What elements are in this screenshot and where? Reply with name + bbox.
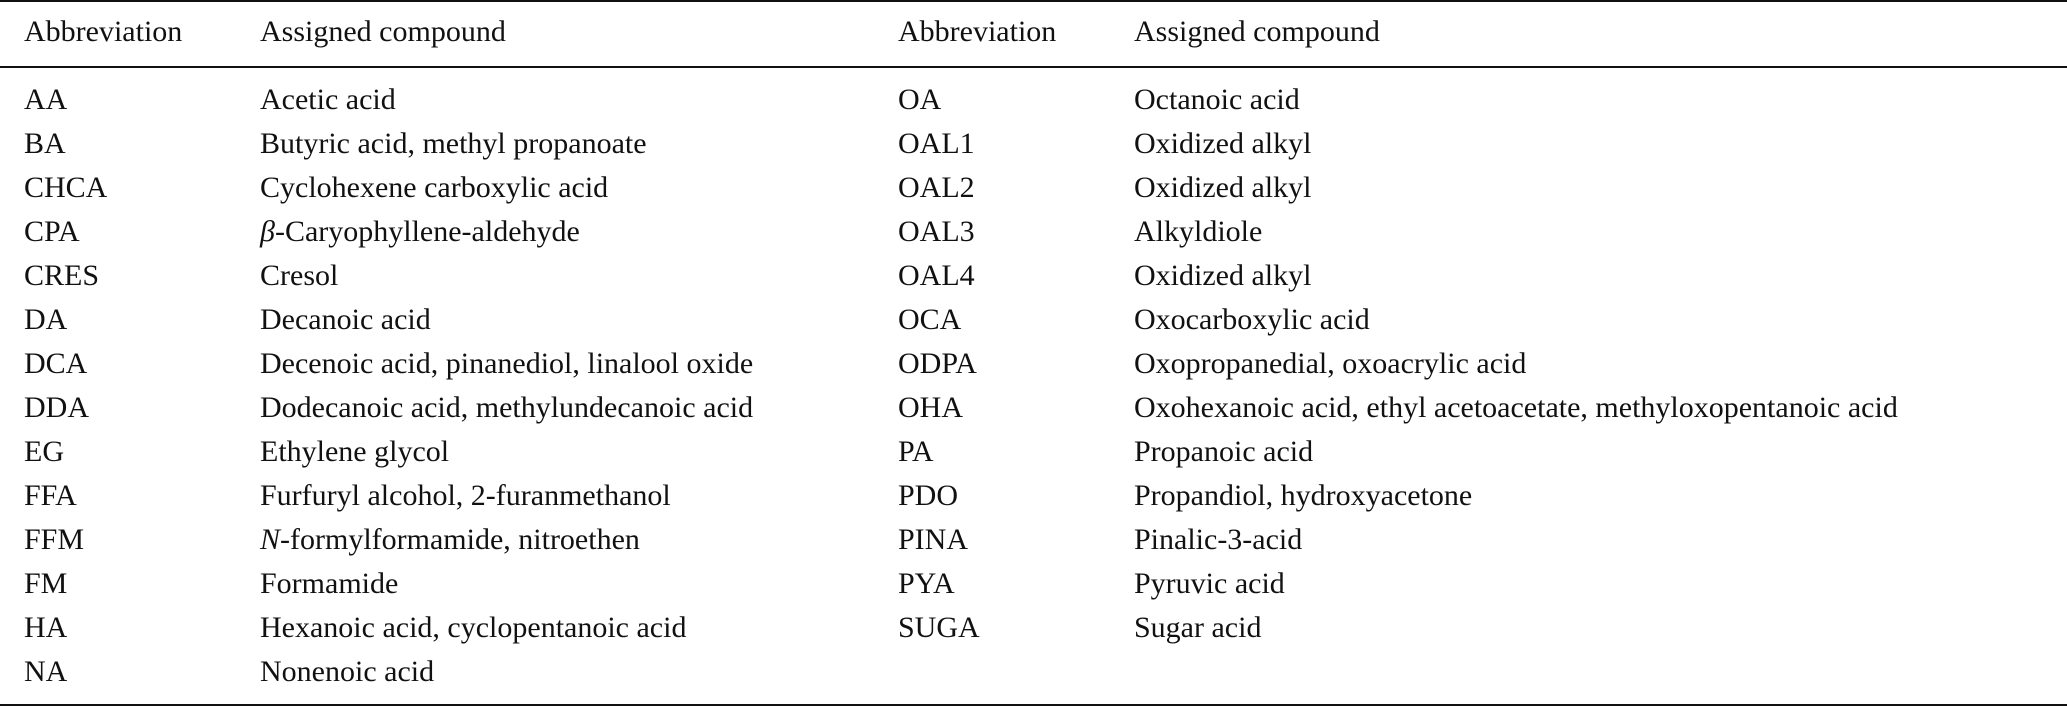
abbreviation-cell: FFM: [24, 523, 85, 556]
compound-cell: Propanoic acid: [1134, 435, 1314, 468]
table-bottom-rule: [0, 704, 2067, 706]
table-row: [0, 430, 2067, 474]
compound-text: Decanoic acid: [260, 303, 431, 336]
header-assigned-compound-left: Assigned compound: [260, 15, 506, 48]
compound-cell: Oxidized alkyl: [1134, 127, 1312, 160]
compound-text: Hexanoic acid, cyclopentanoic acid: [260, 611, 687, 644]
abbreviation-cell: OAL3: [898, 215, 975, 248]
compound-text: Dodecanoic acid, methylundecanoic acid: [260, 391, 754, 424]
abbreviation-cell: DA: [24, 303, 68, 336]
compound-cell: [260, 210, 580, 254]
abbreviation-cell: CRES: [24, 259, 100, 292]
abbreviation-cell: PINA: [898, 523, 969, 556]
abbreviation-cell: NA: [24, 655, 68, 688]
compound-cell: Octanoic acid: [1134, 83, 1300, 116]
compound-prefix: β: [260, 215, 275, 248]
table-row: [0, 78, 2067, 122]
compound-text: Cyclohexene carboxylic acid: [260, 171, 609, 204]
compound-cell: [260, 518, 640, 562]
abbreviation-cell: PDO: [898, 479, 959, 512]
compound-text: -formylformamide, nitroethen: [280, 523, 640, 556]
compound-cell: Oxopropanedial, oxoacrylic acid: [1134, 347, 1527, 380]
table-row: [0, 166, 2067, 210]
compound-text: Cresol: [260, 259, 339, 292]
abbreviation-cell: EG: [24, 435, 64, 468]
abbreviation-cell: PA: [898, 435, 934, 468]
abbreviation-cell: OAL1: [898, 127, 975, 160]
abbreviation-cell: CPA: [24, 215, 80, 248]
compound-prefix: N: [260, 523, 281, 556]
table-top-rule: [0, 0, 2067, 2]
table-header-rule: [0, 66, 2067, 68]
compound-text: -Caryophyllene-aldehyde: [274, 215, 580, 248]
compound-cell: [260, 562, 398, 606]
compound-text: Butyric acid, methyl propanoate: [260, 127, 647, 160]
compound-cell: Oxocarboxylic acid: [1134, 303, 1370, 336]
abbreviation-cell: OA: [898, 83, 942, 116]
table-row: [0, 474, 2067, 518]
compound-cell: [260, 78, 396, 122]
abbreviation-cell: OCA: [898, 303, 962, 336]
table-row: [0, 386, 2067, 430]
abbreviation-cell: CHCA: [24, 171, 108, 204]
compound-cell: Propandiol, hydroxyacetone: [1134, 479, 1473, 512]
compound-cell: Sugar acid: [1134, 611, 1262, 644]
table-body: [0, 78, 2067, 694]
abbreviation-cell: OAL2: [898, 171, 975, 204]
table-row: [0, 254, 2067, 298]
abbreviation-cell: BA: [24, 127, 66, 160]
compound-text: Ethylene glycol: [260, 435, 450, 468]
compound-cell: [260, 298, 431, 342]
compound-cell: Alkyldiole: [1134, 215, 1263, 248]
compound-text: Decenoic acid, pinanediol, linalool oxide: [260, 347, 754, 380]
abbreviation-cell: AA: [24, 83, 68, 116]
compound-cell: Pyruvic acid: [1134, 567, 1285, 600]
table-row: [0, 122, 2067, 166]
compound-cell: [260, 650, 434, 694]
header-abbreviation-right: Abbreviation: [898, 15, 1057, 48]
abbreviation-cell: ODPA: [898, 347, 977, 380]
compound-cell: [260, 166, 608, 210]
table-row: [0, 518, 2067, 562]
table-row: [0, 342, 2067, 386]
table-row: [0, 210, 2067, 254]
table-header-row: [0, 12, 2067, 52]
abbreviation-cell: DCA: [24, 347, 88, 380]
compound-cell: [260, 430, 449, 474]
compound-cell: [260, 122, 647, 166]
compound-text: Formamide: [260, 567, 399, 600]
abbreviation-cell: SUGA: [898, 611, 980, 644]
abbreviation-cell: DDA: [24, 391, 89, 424]
compound-cell: Pinalic-3-acid: [1134, 523, 1303, 556]
compound-cell: [260, 474, 671, 518]
compound-cell: Oxohexanoic acid, ethyl acetoacetate, methyloxopentanoic acid: [1134, 391, 1898, 424]
compound-text: Acetic acid: [260, 83, 396, 116]
compound-cell: Oxidized alkyl: [1134, 171, 1312, 204]
table-row: [0, 650, 2067, 694]
compound-cell: [260, 342, 753, 386]
abbreviation-cell: HA: [24, 611, 68, 644]
header-assigned-compound-right: Assigned compound: [1134, 15, 1380, 48]
compound-cell: Oxidized alkyl: [1134, 259, 1312, 292]
table-row: [0, 606, 2067, 650]
table-row: [0, 562, 2067, 606]
compound-text: Nonenoic acid: [260, 655, 435, 688]
abbreviation-cell: OAL4: [898, 259, 975, 292]
abbreviation-cell: FFA: [24, 479, 77, 512]
header-abbreviation-left: Abbreviation: [24, 15, 183, 48]
abbreviation-cell: PYA: [898, 567, 955, 600]
compound-cell: [260, 254, 338, 298]
table-row: [0, 298, 2067, 342]
abbreviation-cell: OHA: [898, 391, 963, 424]
compound-cell: [260, 606, 686, 650]
compound-text: Furfuryl alcohol, 2-furanmethanol: [260, 479, 671, 512]
abbreviation-cell: FM: [24, 567, 68, 600]
compound-cell: [260, 386, 753, 430]
